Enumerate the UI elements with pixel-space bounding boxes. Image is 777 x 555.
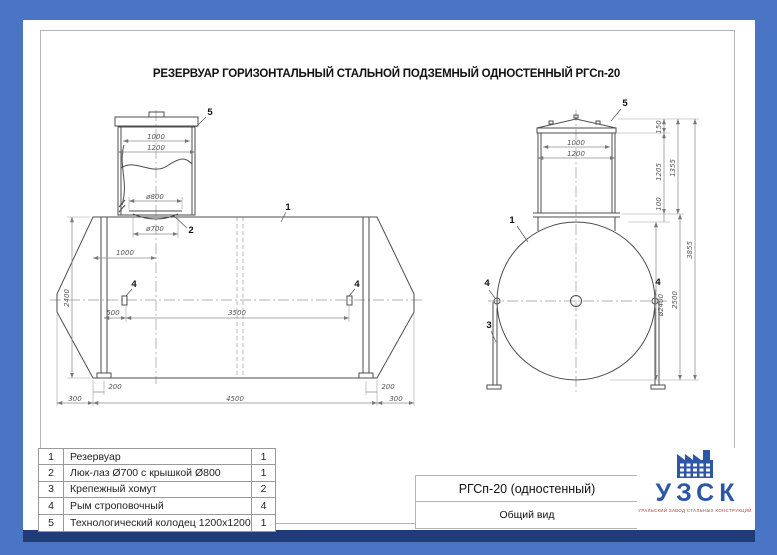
part-qty: 1: [251, 449, 275, 464]
svg-text:1: 1: [509, 215, 515, 226]
technological-well-end: [533, 115, 620, 231]
svg-text:300: 300: [68, 395, 82, 403]
part-qty: 2: [251, 482, 275, 497]
svg-text:3855: 3855: [686, 241, 694, 259]
part-name: Рым строповочный: [70, 499, 164, 512]
logo-tagline: УРАЛЬСКИЙ ЗАВОД СТАЛЬНЫХ КОНСТРУКЦИЙ: [638, 508, 752, 513]
row-number: 2: [39, 465, 64, 480]
part-qty: 1: [251, 465, 275, 480]
svg-text:3: 3: [486, 320, 492, 331]
row-number: 4: [39, 498, 64, 513]
svg-text:1200: 1200: [147, 144, 165, 152]
table-row: [39, 515, 275, 531]
svg-text:4500: 4500: [226, 395, 244, 403]
svg-text:5: 5: [622, 98, 628, 109]
svg-text:200: 200: [108, 383, 122, 391]
support-strap-right: [359, 217, 373, 378]
well-lid-rim: [537, 128, 616, 133]
view-name: Общий вид: [499, 509, 555, 521]
tank-outline: [57, 217, 414, 378]
lifting-lug-right: [347, 296, 352, 305]
table-row: [39, 465, 275, 481]
svg-text:2400: 2400: [63, 289, 71, 307]
parts-table: [38, 448, 276, 532]
svg-text:2: 2: [188, 225, 194, 236]
row-number: 1: [39, 449, 64, 464]
svg-text:ø800: ø800: [146, 193, 164, 201]
svg-text:300: 300: [389, 395, 403, 403]
svg-text:ø700: ø700: [146, 225, 164, 233]
table-row: [39, 449, 275, 465]
svg-text:1: 1: [285, 202, 291, 213]
title-block: [415, 475, 639, 529]
svg-text:4: 4: [484, 278, 490, 289]
svg-text:1000: 1000: [567, 139, 585, 147]
end-view: [484, 98, 699, 393]
strap-left-end: [487, 302, 501, 389]
table-row: [39, 482, 275, 498]
well-lid: [115, 117, 198, 126]
svg-text:3500: 3500: [228, 309, 246, 317]
part-name: Крепежный хомут: [70, 483, 157, 496]
part-qty: 4: [251, 498, 275, 513]
svg-text:1200: 1200: [567, 150, 585, 158]
svg-text:4: 4: [354, 279, 360, 290]
drawing-title: РЕЗЕРВУАР ГОРИЗОНТАЛЬНЫЙ СТАЛЬНОЙ ПОДЗЕМНЫЙ ОДНОСТЕННЫЙ РГСп-20: [152, 68, 621, 80]
svg-text:500: 500: [106, 309, 120, 317]
factory-icon: [675, 448, 715, 480]
svg-text:2500: 2500: [671, 291, 679, 309]
end-view-dimensions: [538, 119, 699, 380]
part-name: Люк-лаз Ø700 с крышкой Ø800: [70, 467, 221, 480]
company-logo: [637, 448, 753, 529]
svg-text:1205: 1205: [655, 163, 663, 181]
lifting-lug-left: [122, 296, 127, 305]
svg-text:5: 5: [207, 107, 213, 118]
part-qty: 1: [251, 515, 275, 531]
part-name: Технологический колодец 1200x1200: [70, 516, 251, 529]
svg-text:4: 4: [655, 277, 661, 288]
side-view-dimensions: [57, 133, 414, 406]
row-number: 5: [39, 515, 64, 531]
logo-abbr: УЗСК: [655, 479, 740, 507]
svg-text:200: 200: [381, 383, 395, 391]
svg-text:ø2400: ø2400: [657, 293, 665, 317]
part-name: Резервуар: [70, 450, 121, 463]
svg-text:1000: 1000: [116, 249, 134, 257]
row-number: 3: [39, 482, 64, 497]
svg-text:150: 150: [655, 120, 663, 134]
lid-handle: [149, 112, 164, 117]
model-designation: РГСп-20 (одностенный): [416, 476, 638, 502]
svg-text:4: 4: [131, 279, 137, 290]
svg-text:100: 100: [655, 197, 663, 211]
svg-text:1000: 1000: [147, 133, 165, 141]
support-strap-left: [97, 217, 111, 378]
svg-text:1355: 1355: [669, 159, 677, 177]
table-row: [39, 498, 275, 514]
side-view: [50, 107, 425, 406]
